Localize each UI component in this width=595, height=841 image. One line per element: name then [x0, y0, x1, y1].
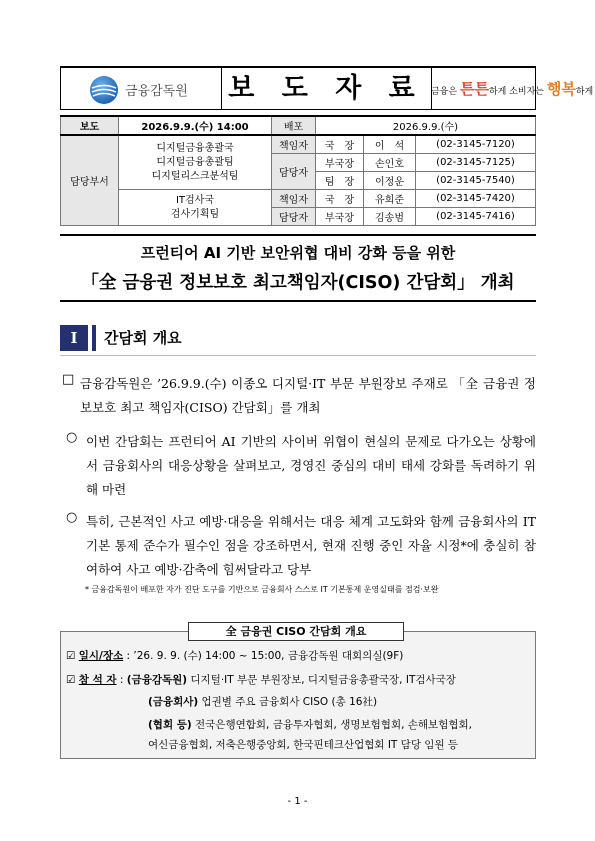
dept-label: 담당부서: [61, 135, 119, 226]
attendee-label: 참 석 자: [78, 674, 117, 686]
datetime-line: [66, 648, 403, 663]
section-divider: [60, 355, 536, 356]
contact-phone: (02-3145-7416): [416, 208, 536, 226]
dept-group2: [119, 190, 272, 226]
contact-role: 담당자: [272, 154, 316, 190]
headline-subtitle: 프런티어 AI 기반 보안위협 대비 강화 등을 위한: [140, 244, 456, 262]
attendee-line: [66, 672, 456, 687]
summary-box-title: 全 금융권 CISO 간담회 개요: [188, 622, 404, 641]
contact-name: 김송범: [364, 208, 416, 226]
contact-role: 담당자: [272, 208, 316, 226]
contact-title: 팀 장: [316, 172, 364, 190]
financial-firms-line: [148, 694, 377, 709]
contact-name: 유희준: [364, 190, 416, 208]
slogan-big2: 행복: [546, 80, 576, 98]
datetime-value: : ’26. 9. 9. (수) 14:00 ~ 15:00, 금융감독원 대회의실(9F): [126, 650, 404, 662]
contact-row: [61, 190, 536, 208]
contact-title: 부국장: [316, 208, 364, 226]
contact-phone: (02-3145-7540): [416, 172, 536, 190]
press-header: [60, 66, 594, 110]
slogan-part3: 하게: [575, 87, 594, 97]
contact-title: 국 장: [316, 190, 364, 208]
paragraph-3: 특히, 근본적인 사고 예방·대응을 위해서는 대응 체계 고도화와 함께 금융회사의 IT 기본 통제 준수가 필수인 점을 강조하면서, 현재 진행 중인 자율 시정*에 충실히 참여하여 사고 예방·감축에 힘써달라고 당부: [86, 514, 536, 577]
footnote: * 금융감독원이 배포한 자가 진단 도구를 기반으로 금융회사 스스로 IT 기본통제 운영실태를 점검·보완: [85, 585, 439, 594]
release-label: 보도: [61, 116, 119, 135]
contact-row: [61, 135, 536, 154]
assoc-value-cont: 여신금융협회, 저축은행중앙회, 한국핀테크산업협회 IT 담당 임원 등: [148, 739, 459, 751]
fss-label: (금융감독원): [126, 674, 188, 686]
fin-value: 업권별 주요 금융회사 CISO (총 16社): [198, 696, 378, 708]
contact-title: 국 장: [316, 135, 364, 154]
contact-name: 손인호: [364, 154, 416, 172]
fss-logo: [61, 68, 222, 109]
paragraph-bullet: ○: [66, 510, 78, 525]
distribution-label: 배포: [272, 116, 316, 135]
paragraph-1: 금융감독원은 ’26.9.9.(수) 이종오 디지털·IT 부문 부원장보 주재로 「全 금융권 정보보호 최고 책임자(CISO) 간담회」를 개최: [80, 376, 536, 415]
dept-name: 디지털금융총괄국: [156, 142, 234, 154]
contact-name: 이정운: [364, 172, 416, 190]
fss-emblem-icon: [89, 75, 119, 105]
dept-name: 디지털금융총괄팀: [156, 156, 234, 168]
slogan: [431, 68, 594, 109]
check-icon: ☑: [66, 674, 76, 686]
paragraph-bullet: □: [62, 372, 75, 387]
section-title: 간담회 개요: [104, 329, 182, 347]
contact-phone: (02-3145-7125): [416, 154, 536, 172]
fss-value: 디지털·IT 부문 부원장보, 디지털금융총괄국장, IT검사국장: [187, 674, 456, 686]
slogan-big1: 튼튼: [459, 80, 489, 98]
contact-phone: (02-3145-7120): [416, 135, 536, 154]
assoc-label: (협회 등): [148, 719, 192, 731]
contact-title: 부국장: [316, 154, 364, 172]
paragraph-bullet: ○: [66, 430, 78, 445]
datetime-label: 일시/장소: [78, 650, 124, 662]
dept-name: IT검사국: [175, 194, 215, 206]
release-row: [61, 116, 536, 135]
contact-name: 이 석: [364, 135, 416, 154]
dept-name: 검사기획팀: [170, 208, 220, 220]
org-name: 금융감독원: [125, 84, 188, 99]
paragraph-2: 이번 간담회는 프런티어 AI 기반의 사이버 위협이 현실의 문제로 다가오는 상황에서 금융회사의 대응상황을 살펴보고, 경영진 중심의 대비 태세 강화를 독려하기 위해 마련: [86, 434, 536, 497]
attendee-colon: :: [119, 674, 124, 686]
headline-title: 「全 금융권 정보보호 최고책임자(CISO) 간담회」 개최: [81, 273, 515, 293]
check-icon: ☑: [66, 650, 76, 662]
release-time: 2026.9.9.(수) 14:00: [119, 116, 272, 135]
associations-line: [148, 717, 472, 732]
dept-name: 디지털리스크분석팀: [151, 170, 239, 182]
section-bar: [92, 325, 96, 351]
headline: [60, 234, 536, 302]
contact-phone: (02-3145-7420): [416, 190, 536, 208]
contact-role: 책임자: [272, 135, 316, 154]
doc-type-title: 보 도 자 료: [221, 68, 432, 109]
page-number: - 1 -: [287, 796, 308, 807]
section-number: Ⅰ: [60, 325, 88, 351]
contact-role: 책임자: [272, 190, 316, 208]
slogan-part2: 하게 소비자는: [488, 87, 547, 97]
release-info-table: [60, 115, 536, 226]
fin-label: (금융회사): [148, 696, 199, 708]
dept-group1: [119, 135, 272, 190]
assoc-value: 전국은행연합회, 금융투자협회, 생명보험협회, 손해보험협회,: [191, 719, 472, 731]
slogan-part1: 금융은: [431, 87, 460, 97]
distribution-date: 2026.9.9.(수): [316, 116, 536, 135]
associations-line-2: [148, 737, 458, 752]
